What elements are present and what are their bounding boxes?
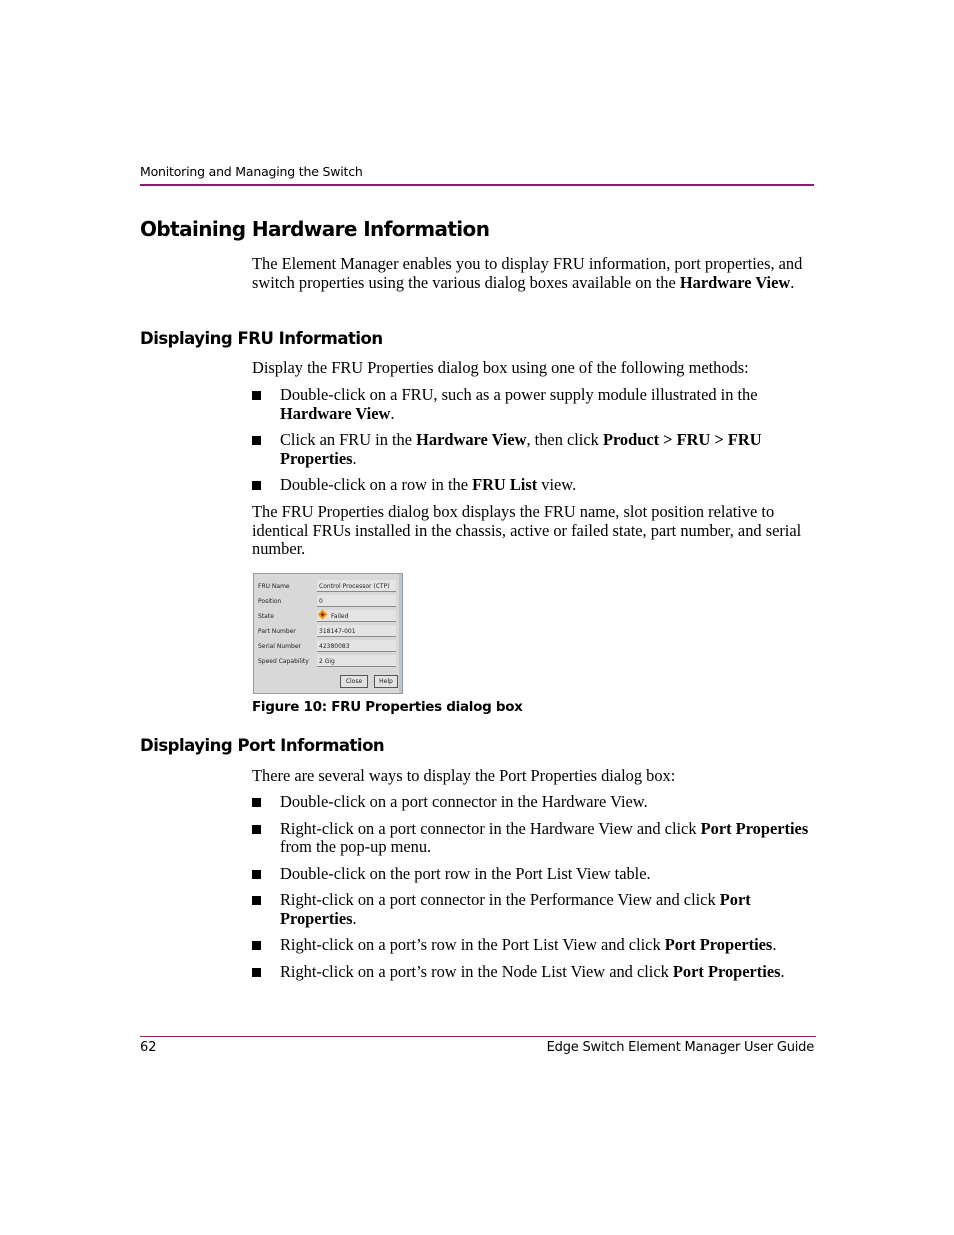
item-bold: Port Properties xyxy=(672,961,781,981)
close-button[interactable]: Close xyxy=(340,675,368,688)
fru-properties-dialog xyxy=(253,573,403,694)
list-item xyxy=(252,476,818,495)
field-value-text: 0 xyxy=(319,598,323,605)
item-text: Double-click on a port connector in the Hardware View. xyxy=(280,792,648,811)
field-value-text: 318147-001 xyxy=(319,628,356,635)
list-item xyxy=(252,865,818,884)
intro-text: The Element Manager enables you to display FRU information, port properties, and switch properties using the various dialog boxes available on the xyxy=(252,254,803,292)
bullet-square xyxy=(252,968,261,977)
dialog-edge xyxy=(399,574,402,693)
field-label: State xyxy=(258,613,274,620)
item-bold: FRU List xyxy=(472,475,538,494)
item-bold: Port Properties xyxy=(280,890,751,928)
item-text: . xyxy=(352,908,357,928)
item-text: . xyxy=(390,403,395,423)
item-text: Double-click on a FRU, such as a power supply module illustrated in the xyxy=(280,385,758,404)
port-heading: Displaying Port Information xyxy=(140,736,385,755)
field-label: Serial Number xyxy=(258,643,301,650)
item-text: Right-click on a port’s row in the Node List View and click xyxy=(280,961,673,981)
field-value xyxy=(317,625,396,637)
field-value-text: Control Processor (CTP) xyxy=(319,583,390,590)
bullet-square xyxy=(252,896,261,905)
field-value xyxy=(317,580,396,592)
list-item xyxy=(252,431,818,468)
bullet-square xyxy=(252,870,261,879)
port-lead: There are several ways to display the Port Properties dialog box: xyxy=(252,766,676,785)
item-text: , then click xyxy=(526,430,603,449)
footer-title: Edge Switch Element Manager User Guide xyxy=(546,1040,814,1055)
dialog-row xyxy=(258,595,396,607)
item-text: . xyxy=(772,935,777,954)
dialog-row xyxy=(258,655,396,667)
item-text: Double-click on a row in the xyxy=(280,475,473,494)
bullet-square xyxy=(252,391,261,400)
bullet-square xyxy=(252,481,261,490)
field-value xyxy=(317,640,396,652)
item-text: Right-click on a port’s row in the Port List View and click xyxy=(280,935,665,954)
intro-bold: Hardware View xyxy=(679,272,791,292)
figure-caption: Figure 10: FRU Properties dialog box xyxy=(252,699,523,715)
field-value-text: Failed xyxy=(331,613,349,620)
list-item xyxy=(252,891,818,928)
item-text: Right-click on a port connector in the Hardware View and click xyxy=(280,818,701,838)
section-title: Obtaining Hardware Information xyxy=(140,217,490,241)
intro-paragraph xyxy=(252,255,812,292)
list-item xyxy=(252,936,818,955)
footer-rule xyxy=(140,1036,816,1037)
page-number: 62 xyxy=(140,1040,157,1055)
dialog-row xyxy=(258,640,396,652)
bullet-square xyxy=(252,798,261,807)
field-value xyxy=(317,610,396,622)
item-text: Click an FRU in the xyxy=(280,430,417,449)
list-item xyxy=(252,963,818,982)
list-item xyxy=(252,820,818,857)
fru-description: The FRU Properties dialog box displays the FRU name, slot position relative to identical FRUs installed in the chassis, active or failed state, part number, and serial number. xyxy=(252,502,802,558)
item-bold: Hardware View xyxy=(280,403,391,423)
help-button[interactable]: Help xyxy=(374,675,398,688)
failed-warning-icon xyxy=(318,610,328,620)
field-label: Position xyxy=(258,598,282,605)
field-label: Speed Capability xyxy=(258,658,309,665)
field-value-text: 2 Gig xyxy=(319,658,335,665)
item-text: Double-click on the port row in the Port List View table. xyxy=(280,863,651,883)
item-bold: Port Properties xyxy=(664,935,773,954)
item-text: Right-click on a port connector in the Performance View and click xyxy=(280,890,720,909)
bullet-square xyxy=(252,825,261,834)
item-text: . xyxy=(352,448,357,468)
field-value xyxy=(317,595,396,607)
item-bold: Port Properties xyxy=(700,818,809,838)
field-label: Part Number xyxy=(258,628,296,635)
fru-heading: Displaying FRU Information xyxy=(140,329,383,348)
item-text: view. xyxy=(537,475,577,494)
dialog-row xyxy=(258,610,396,622)
dialog-row xyxy=(258,580,396,592)
item-text: from the pop-up menu. xyxy=(280,837,432,856)
port-method-list xyxy=(252,793,818,981)
bullet-square xyxy=(252,436,261,445)
list-item xyxy=(252,793,818,812)
field-value-text: 42380083 xyxy=(319,643,350,650)
running-header: Monitoring and Managing the Switch xyxy=(140,164,363,179)
header-rule xyxy=(140,184,814,186)
bullet-square xyxy=(252,941,261,950)
fru-lead: Display the FRU Properties dialog box using one of the following methods: xyxy=(252,358,749,377)
dialog-row xyxy=(258,625,396,637)
field-value xyxy=(317,655,396,667)
item-bold: Hardware View xyxy=(416,430,527,449)
item-text: . xyxy=(780,961,785,981)
field-label: FRU Name xyxy=(258,583,290,590)
item-bold: Product > FRU > FRU Properties xyxy=(280,430,762,468)
intro-end: . xyxy=(790,272,795,292)
list-item xyxy=(252,386,818,423)
fru-method-list xyxy=(252,386,818,495)
